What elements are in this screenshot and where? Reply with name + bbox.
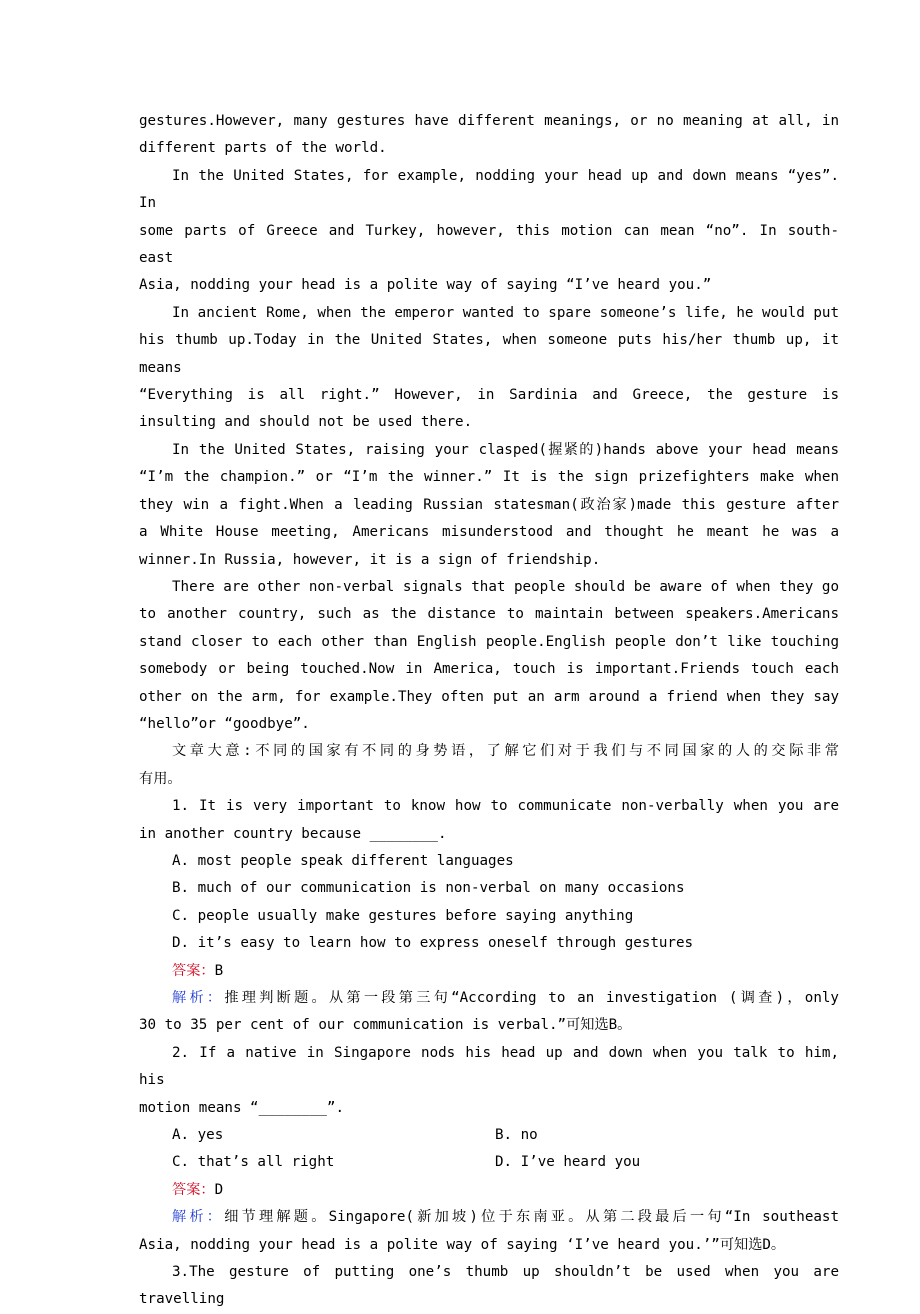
text-line: “hello”or “goodbye”. <box>139 715 310 732</box>
text-line: In the United States, for example, nodding your head up and down means “yes”. In <box>139 167 839 212</box>
analysis-label: 解析： <box>172 1209 225 1226</box>
option-b: B. no <box>495 1127 538 1144</box>
answer-line <box>139 1177 839 1204</box>
text-line: “I’m the champion.” or “I’m the winner.” It is the sign prizefighters make when <box>139 469 839 486</box>
text-line: to another country, such as the distance to maintain between speakers.Americans <box>139 606 839 623</box>
text-line: insulting and should not be used there. <box>139 414 473 431</box>
option-row <box>139 1122 839 1149</box>
question-1 <box>139 793 839 1040</box>
document-page <box>139 108 839 1314</box>
question-stem-line: 1. It is very important to know how to communicate non-verbally when you are <box>172 798 839 815</box>
text-line: There are other non-verbal signals that people should be aware of when they go <box>172 578 839 595</box>
text-line: a White House meeting, Americans misunderstood and thought he meant he was a <box>139 524 839 541</box>
option-row <box>139 1149 839 1176</box>
passage-paragraph-4 <box>139 437 839 574</box>
text-line: some parts of Greece and Turkey, however, this motion can mean “no”. In south-east <box>139 222 839 267</box>
question-2 <box>139 1040 839 1259</box>
analysis-line <box>139 985 839 1012</box>
answer-value: B <box>214 962 224 979</box>
text-line: different parts of the world. <box>139 140 387 157</box>
text-line: they win a fight.When a leading Russian statesman(政治家)made this gesture after <box>139 496 839 513</box>
answer-line <box>139 958 839 985</box>
summary-line: 有用。 <box>139 770 182 787</box>
text-line: his thumb up.Today in the United States, when someone puts his/her thumb up, it means <box>139 332 839 376</box>
analysis-text: 细节理解题。Singapore(新加坡)位于东南亚。从第二段最后一句“In southeast <box>224 1209 839 1226</box>
answer-value: D <box>214 1181 224 1198</box>
option-d: D. I’ve heard you <box>495 1154 641 1171</box>
text-line: somebody or being touched.Now in America, touch is important.Friends touch each <box>139 661 839 678</box>
text-line: winner.In Russia, however, it is a sign of friendship. <box>139 551 601 568</box>
passage-paragraph-1 <box>139 108 839 163</box>
analysis-label: 解析： <box>172 990 225 1006</box>
question-stem-line: in another country because ________. <box>139 825 447 842</box>
question-3 <box>139 1259 839 1314</box>
question-stem-line: 3.The gesture of putting one’s thumb up shouldn’t be used when you are travelling <box>139 1264 839 1308</box>
option-a: A. most people speak different languages <box>172 852 514 869</box>
passage-paragraph-5 <box>139 574 839 738</box>
text-line: Asia, nodding your head is a polite way of saying “I’ve heard you.” <box>139 277 712 294</box>
option-a: A. yes <box>172 1127 224 1144</box>
text-line: “Everything is all right.” However, in Sardinia and Greece, the gesture is <box>139 387 839 404</box>
text-line: gestures.However, many gestures have different meanings, or no meaning at all, in <box>139 113 839 129</box>
text-line: other on the arm, for example.They often put an arm around a friend when they say <box>139 688 839 705</box>
analysis-line: Asia, nodding your head is a polite way of saying ‘I’ve heard you.’”可知选D。 <box>139 1236 786 1253</box>
option-d: D. it’s easy to learn how to express oneself through gestures <box>172 935 694 952</box>
passage-paragraph-2 <box>139 163 839 300</box>
answer-label: 答案： <box>172 962 215 979</box>
question-stem-line: 2. If a native in Singapore nods his head up and down when you talk to him, his <box>139 1044 839 1089</box>
option-c: C. people usually make gestures before saying anything <box>172 907 634 924</box>
question-stem-line: motion means “________”. <box>139 1099 344 1116</box>
text-line: In ancient Rome, when the emperor wanted to spare someone’s life, he would put <box>172 304 839 321</box>
option-b: B. much of our communication is non-verbal on many occasions <box>172 880 685 897</box>
analysis-line: 30 to 35 per cent of our communication is verbal.”可知选B。 <box>139 1017 632 1034</box>
analysis-text: 推理判断题。从第一段第三句“According to an investigation (调查)，only <box>224 990 839 1006</box>
passage-paragraph-3 <box>139 300 839 437</box>
option-c: C. that’s all right <box>172 1154 335 1171</box>
text-line: stand closer to each other than English people.English people don’t like touching <box>139 633 839 650</box>
text-line: In the United States, raising your clasped(握紧的)hands above your head means <box>172 441 839 458</box>
passage-summary <box>139 738 839 793</box>
summary-line: 文章大意:不同的国家有不同的身势语，了解它们对于我们与不同国家的人的交际非常 <box>172 743 839 760</box>
analysis-line <box>139 1204 839 1231</box>
answer-label: 答案： <box>172 1181 215 1198</box>
